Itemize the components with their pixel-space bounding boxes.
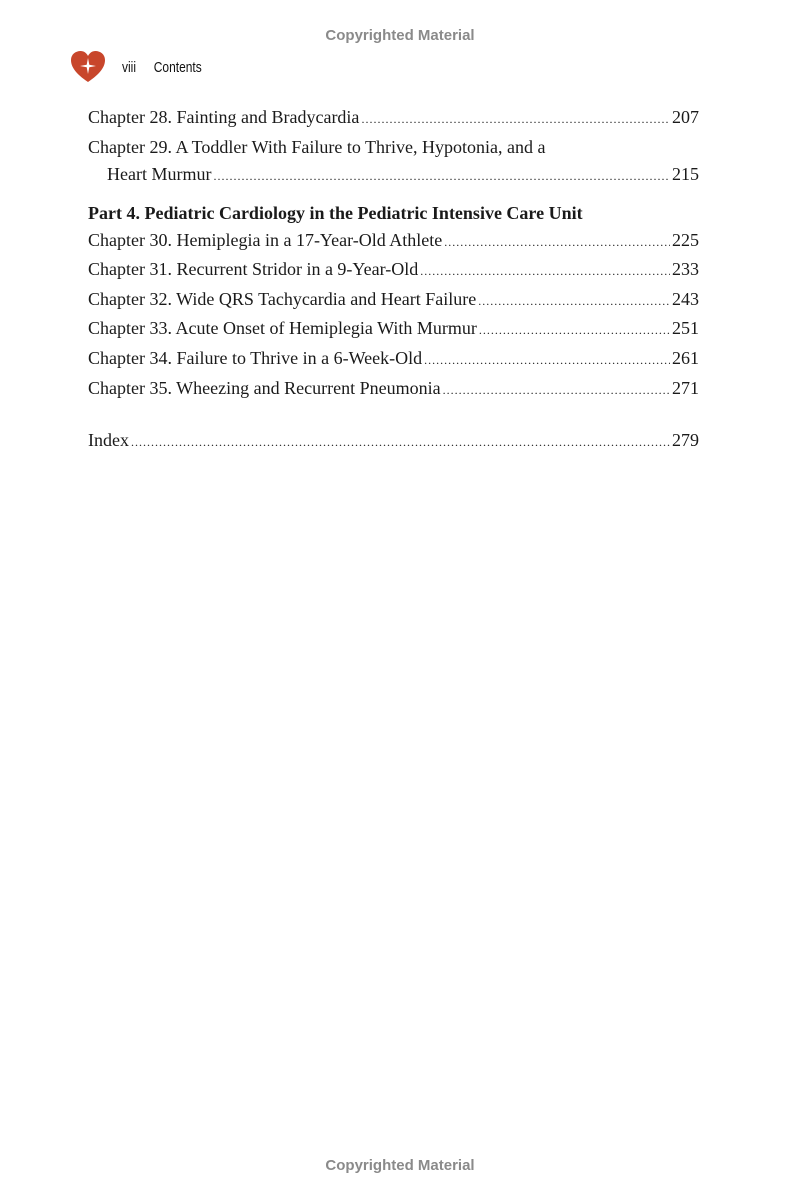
entry-title: Chapter 34. Failure to Thrive in a 6-Week-Old bbox=[88, 347, 423, 368]
entry-page: 233 bbox=[672, 259, 699, 280]
entry-title: Chapter 33. Acute Onset of Hemiplegia With Murmur bbox=[88, 318, 477, 339]
toc-entry[interactable] bbox=[88, 344, 699, 374]
entry-title: Chapter 28. Fainting and Bradycardia bbox=[88, 107, 360, 127]
heart-plus-icon bbox=[70, 50, 106, 84]
entry-page: 243 bbox=[672, 288, 699, 309]
entry-title: Chapter 29. A Toddler With Failure to Thrive, Hypotonia, and a bbox=[88, 136, 546, 157]
toc-entry-index[interactable] bbox=[88, 426, 699, 456]
entry-page: 225 bbox=[672, 229, 699, 250]
entry-title: Chapter 35. Wheezing and Recurrent Pneumonia bbox=[88, 377, 441, 398]
toc-entry-continuation[interactable] bbox=[88, 162, 699, 186]
toc-entry[interactable] bbox=[88, 314, 699, 344]
entry-page: 261 bbox=[672, 347, 699, 368]
part-title: Part 4. Pediatric Cardiology in the Pediatric Intensive Care Unit bbox=[88, 202, 583, 223]
entry-title: Chapter 32. Wide QRS Tachycardia and Heart Failure bbox=[88, 288, 477, 309]
entry-title: Index bbox=[88, 430, 129, 451]
toc-entry[interactable] bbox=[88, 285, 699, 315]
toc-entry[interactable] bbox=[88, 103, 699, 133]
entry-page: 279 bbox=[672, 430, 699, 451]
entry-title: Chapter 30. Hemiplegia in a 17-Year-Old Athlete bbox=[88, 229, 443, 250]
watermark-top: Copyrighted Material bbox=[325, 27, 475, 44]
page-number: viii bbox=[122, 58, 136, 76]
entry-page: 215 bbox=[672, 163, 699, 184]
entry-page: 251 bbox=[672, 318, 699, 339]
entry-page: 271 bbox=[672, 377, 699, 398]
part-heading bbox=[88, 186, 699, 226]
entry-title-cont: Heart Murmur bbox=[107, 163, 212, 184]
watermark-bottom: Copyrighted Material bbox=[325, 1157, 475, 1174]
section-title: Contents bbox=[153, 58, 202, 76]
toc-entry[interactable] bbox=[88, 374, 699, 404]
entry-page: 207 bbox=[672, 107, 699, 127]
entry-title: Chapter 31. Recurrent Stridor in a 9-Year-Old bbox=[88, 259, 419, 280]
table-of-contents bbox=[88, 103, 699, 456]
toc-entry[interactable] bbox=[88, 133, 699, 162]
running-header bbox=[70, 50, 240, 84]
toc-entry[interactable] bbox=[88, 226, 699, 256]
toc-entry[interactable] bbox=[88, 255, 699, 285]
